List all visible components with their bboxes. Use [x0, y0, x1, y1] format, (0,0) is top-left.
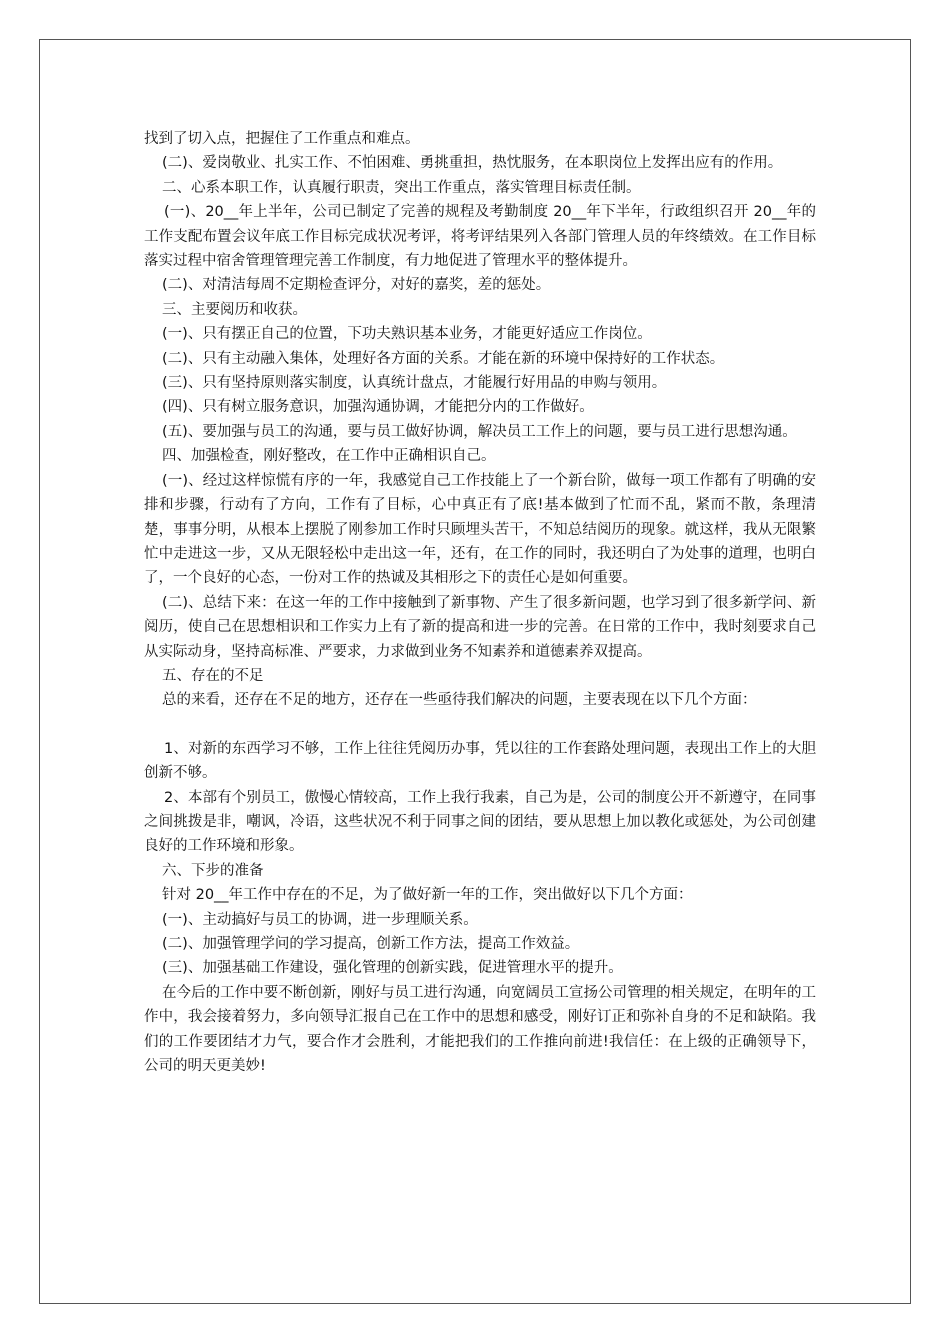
paragraph: (五)、要加强与员工的沟通，要与员工做好协调，解决员工工作上的问题，要与员工进行思想沟通。	[162, 423, 797, 440]
paragraph: (三)、加强基础工作建设，强化管理的创新实践，促进管理水平的提升。	[162, 960, 623, 977]
paragraph: 六、下步的准备	[162, 862, 264, 879]
paragraph: (三)、只有坚持原则落实制度，认真统计盘点，才能履行好用品的申购与领用。	[162, 375, 667, 392]
paragraph: (二)、加强管理学问的学习提高，创新工作方法，提高工作效益。	[162, 936, 580, 952]
paragraph: (一)、只有摆正自己的位置，下功夫熟识基本业务，才能更好适应工作岗位。	[162, 326, 652, 343]
paragraph: 四、加强检查，刚好整改，在工作中正确相识自己。	[162, 448, 496, 465]
paragraph: (一)、主动搞好与员工的协调，进一步理顺关系。	[162, 911, 478, 928]
paragraph: (二)、总结下来：在这一年的工作中接触到了新事物、产生了很多新问题，也学习到了很多新学问、新阅历，使自己在思想相识和工作实力上有了新的提高和进一步的完善。在日常的工作中，我时刻要求自己从实际动身，坚持高标准、严要求，力求做到业务不知素养和道德素养双提高。	[144, 594, 816, 660]
paragraph: 五、存在的不足	[162, 667, 264, 684]
paragraph: 2、本部有个别员工，傲慢心情较高，工作上我行我素，自己为是，公司的制度公开不新遵守，在同事之间挑拨是非，嘲讽，冷语，这些状况不利于同事之间的团结，要从思想上加以教化或惩处，为公司创建良好的工作环境和形象。	[144, 789, 816, 855]
paragraph: (二)、只有主动融入集体，处理好各方面的关系。才能在新的环境中保持好的工作状态。	[162, 350, 725, 367]
paragraph: 在今后的工作中要不断创新，刚好与员工进行沟通，向宽阔员工宣扬公司管理的相关规定，在明年的工作中，我会接着努力，多向领导汇报自己在工作中的思想和感受，刚好订正和弥补自身的不足和缺陷。我们的工作要团结才力气，要合作才会胜利，才能把我们的工作推向前进!我信任：在上级的正确领导下，公司的明天更美妙!	[144, 984, 816, 1075]
document-body	[144, 127, 816, 1078]
blank-line	[144, 713, 816, 737]
paragraph: (一)、20__年上半年，公司已制定了完善的规程及考勤制度 20__年下半年，行政组织召开 20__年的工作支配布置会议年底工作目标完成状况考评，将考评结果列入各部门管理人员的年终绩效。在工作目标落实过程中宿舍管理管理完善工作制度，有力地促进了管理水平的整体提升。	[144, 204, 816, 270]
paragraph: (二)、爱岗敬业、扎实工作、不怕困难、勇挑重担，热忱服务，在本职岗位上发挥出应有的作用。	[162, 155, 783, 172]
paragraph: 针对 20__年工作中存在的不足，为了做好新一年的工作，突出做好以下几个方面：	[162, 887, 693, 904]
paragraph: 三、主要阅历和收获。	[162, 301, 307, 318]
paragraph: (一)、经过这样惊慌有序的一年，我感觉自己工作技能上了一个新台阶，做每一项工作都有了明确的安排和步骤，行动有了方向，工作有了目标，心中真正有了底!基本做到了忙而不乱，紧而不散，条理清楚，事事分明，从根本上摆脱了刚参加工作时只顾埋头苦干，不知总结阅历的现象。就这样，我从无限繁忙中走进这一步，又从无限轻松中走出这一年，还有，在工作的同时，我还明白了为处事的道理，也明白了，一个良好的心态，一份对工作的热诚及其相形之下的责任心是如何重要。	[144, 472, 816, 587]
paragraph: 二、心系本职工作，认真履行职责，突出工作重点，落实管理目标责任制。	[162, 179, 641, 196]
paragraph: (二)、对清洁每周不定期检查评分，对好的嘉奖，差的惩处。	[162, 277, 551, 294]
paragraph: 总的来看，还存在不足的地方，还存在一些亟待我们解决的问题，主要表现在以下几个方面：	[162, 692, 757, 709]
paragraph: 找到了切入点，把握住了工作重点和难点。	[144, 131, 420, 147]
paragraph: (四)、只有树立服务意识，加强沟通协调，才能把分内的工作做好。	[162, 399, 594, 416]
paragraph: 1、对新的东西学习不够，工作上往往凭阅历办事，凭以往的工作套路处理问题，表现出工作上的大胆创新不够。	[144, 740, 816, 782]
